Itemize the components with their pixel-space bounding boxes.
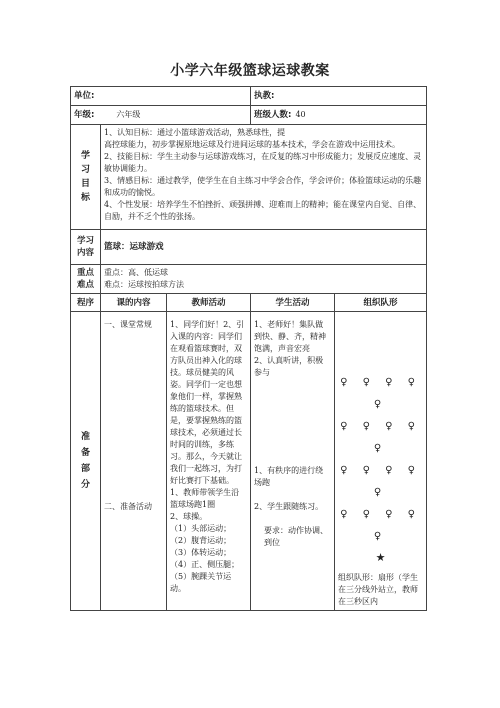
page-title: 小学六年级篮球运球教案 bbox=[170, 63, 330, 79]
column-header-row bbox=[71, 294, 427, 312]
formation-cell bbox=[335, 312, 427, 611]
content-text: 篮球：运球游戏 bbox=[101, 230, 427, 265]
col-header-procedure: 程序 bbox=[71, 294, 101, 312]
grade-value: 六年级 bbox=[116, 110, 141, 119]
col-header-formation: 组织队形 bbox=[335, 294, 427, 312]
preparation-label: 准 备 部 分 bbox=[71, 312, 101, 611]
grade-label: 年级: bbox=[74, 110, 95, 120]
objectives-label: 学 习 目 标 bbox=[71, 125, 101, 230]
lesson-plan-table bbox=[70, 86, 427, 611]
class-size-cell bbox=[251, 106, 427, 125]
content-item: 二、准备活动 bbox=[104, 502, 152, 511]
col-header-teacher: 教师活动 bbox=[167, 294, 251, 312]
grade-row bbox=[71, 106, 427, 125]
formation-row: ♀ ♀ ♀ ♀ ♀ bbox=[340, 377, 421, 410]
content-item: 一、课堂常规 bbox=[104, 320, 152, 329]
teacher-label: 执教: bbox=[254, 91, 275, 101]
content-row bbox=[71, 230, 427, 265]
formation-row: ♀ ♀ ♀ ♀ ♀ bbox=[340, 509, 421, 542]
objective-line: 3、情感目标：通过教学，使学生在自主练习中学会合作，学会评价；体验篮球运动的乐趣和成功的愉悦。 bbox=[104, 176, 422, 197]
unit-label: 单位: bbox=[74, 91, 95, 101]
teacher-warmup: 1、教师带领学生沿篮球场跑1圈 2、球操。 （1）头部运动； （2）腹背运动； （3）体转运动； （4）正、侧压腿； （5）腕踝关节运动。 bbox=[170, 488, 240, 593]
objective-line: 高控球能力，初步掌握原地运球及行进间运球的基本技术，学会在游戏中运用技术。 bbox=[104, 140, 400, 149]
objective-line: 2、技能目标：学生主动参与运球游戏练习，在反复的练习中形成能力；发展反应速度、灵敏协调能力。 bbox=[104, 152, 422, 173]
col-header-student: 学生活动 bbox=[251, 294, 335, 312]
key-points-row bbox=[71, 265, 427, 294]
objective-line: 1、认知目标：通过小篮球游戏活动，熟悉球性，提 bbox=[104, 128, 286, 137]
unit-row bbox=[71, 87, 427, 106]
key-point: 重点：高、低运球 bbox=[104, 268, 168, 277]
teacher-activity-cell bbox=[167, 312, 251, 611]
difficulty-point: 难点：运球按拍球方法 bbox=[104, 280, 184, 289]
class-size-label: 班级人数: bbox=[254, 110, 292, 120]
student-activity-cell bbox=[251, 312, 335, 611]
student-requirement: 要求：动作协调、到位 bbox=[264, 526, 329, 547]
teacher-star-icon: ★ bbox=[375, 551, 386, 564]
key-points-text bbox=[101, 265, 427, 294]
student-run: 1、有秩序的进行绕场跑 bbox=[254, 466, 324, 487]
lesson-content-cell bbox=[101, 312, 167, 611]
class-size-value: 40 bbox=[295, 110, 306, 119]
objectives-text bbox=[101, 125, 427, 230]
student-greeting: 1、老师好！集队做到快、静、齐，精神饱满，声音宏亮 bbox=[254, 320, 327, 353]
unit-cell bbox=[71, 87, 251, 106]
teacher-cell bbox=[251, 87, 427, 106]
formation-row: ♀ ♀ ♀ ♀ ♀ bbox=[340, 465, 421, 498]
objectives-row bbox=[71, 125, 427, 230]
preparation-row bbox=[71, 312, 427, 611]
objective-line: 4、个性发展：培养学生不怕挫折、顽强拼搏、迎难而上的精神；能在课堂内自觉、自律、自励，并不乏个性的张扬。 bbox=[104, 200, 422, 221]
student-listen: 2、认真听讲，积极参与 bbox=[254, 356, 324, 377]
col-header-content: 课的内容 bbox=[101, 294, 167, 312]
content-label: 学习 内容 bbox=[71, 230, 101, 265]
key-points-label: 重点 难点 bbox=[71, 265, 101, 294]
formation-text: 组织队形：扇形（学生在三分线外站立，教师在三秒区内 bbox=[338, 573, 419, 606]
teacher-intro: 1、同学们好！2、引入课的内容：同学们在观看篮球赛时，双方队员出神入化的球技。球员健美的风姿。同学们一定也想象他们一样，掌握熟练的篮球技术。但是，要掌握熟练的篮球技术，必须通过长时间的训练，多练习。那么，今天就让我们一起练习，为打好比赛打下基础。 bbox=[170, 320, 245, 485]
student-follow: 2、学生跟随练习。 bbox=[254, 502, 324, 511]
formation-row: ♀ ♀ ♀ ♀ ♀ bbox=[340, 421, 421, 454]
grade-cell bbox=[71, 106, 251, 125]
formation-diagram bbox=[338, 372, 423, 548]
